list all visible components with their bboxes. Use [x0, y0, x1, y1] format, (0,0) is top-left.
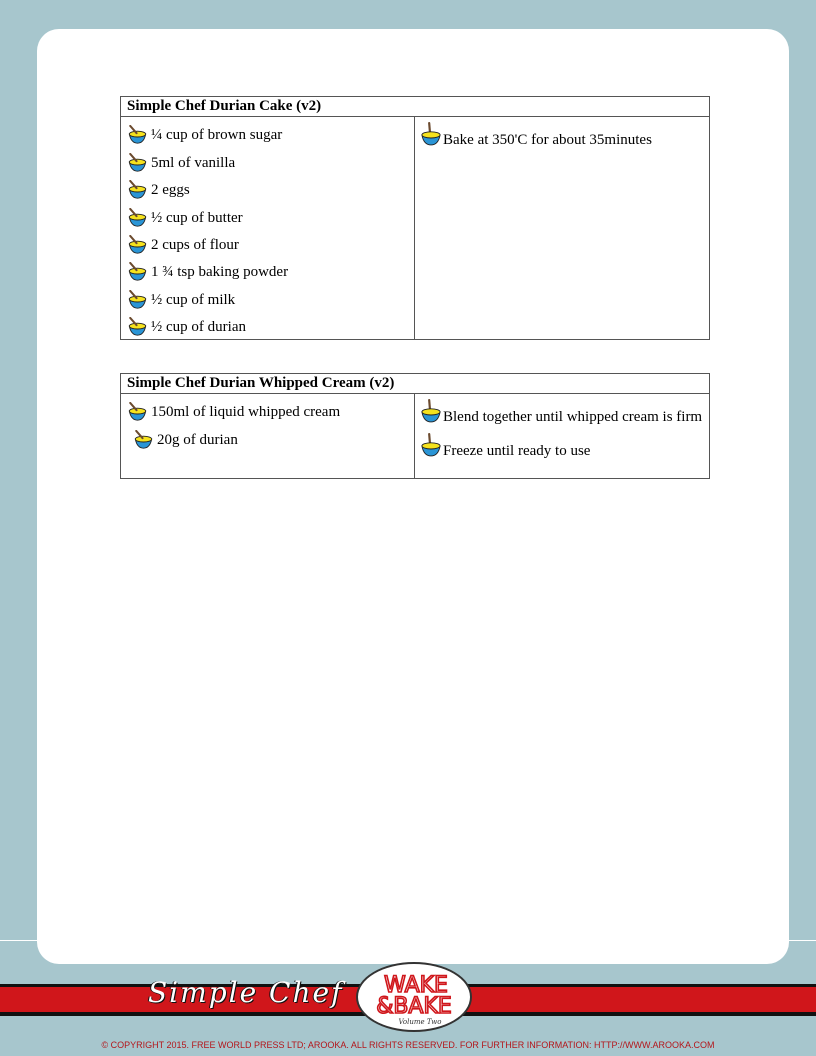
list-item — [127, 282, 408, 309]
list-item — [127, 145, 408, 172]
divider-line-left — [0, 940, 37, 941]
step-item — [421, 399, 703, 427]
ingredient-text: 1 ¾ tsp baking powder — [151, 264, 289, 281]
mixing-bowl-icon — [421, 122, 441, 146]
steps-cell — [415, 117, 710, 340]
ingredient-text: ¼ cup of brown sugar — [151, 127, 283, 144]
recipe-title: Simple Chef Durian Cake (v2) — [121, 97, 710, 117]
ingredient-text: ½ cup of milk — [151, 291, 236, 308]
mixing-bowl-icon — [127, 290, 148, 310]
step-text: Blend together until whipped cream is firm — [443, 409, 703, 425]
list-item — [127, 395, 408, 422]
mixing-bowl-icon — [127, 125, 148, 145]
ingredient-text: 5ml of vanilla — [151, 154, 236, 171]
divider-line-right — [789, 940, 816, 941]
mixing-bowl-icon — [133, 430, 154, 450]
mixing-bowl-icon — [421, 399, 441, 423]
step-item — [421, 433, 703, 461]
mixing-bowl-icon — [127, 235, 148, 255]
list-item — [127, 200, 408, 227]
ingredient-text: ½ cup of durian — [151, 319, 246, 336]
wake-and-bake-logo-art — [358, 964, 470, 1030]
copyright-notice: © COPYRIGHT 2015. FREE WORLD PRESS LTD; AROOKA. ALL RIGHTS RESERVED. FOR FURTHER INFORMATION: HTTP://WWW.AROOKA.COM — [101, 1040, 715, 1050]
recipe-title: Simple Chef Durian Whipped Cream (v2) — [121, 374, 710, 394]
steps-cell — [415, 394, 710, 479]
mixing-bowl-icon — [127, 402, 148, 422]
list-item — [127, 422, 408, 449]
mixing-bowl-icon — [127, 208, 148, 228]
step-item — [421, 122, 703, 150]
list-item — [127, 118, 408, 145]
list-item — [127, 173, 408, 200]
step-text: Freeze until ready to use — [443, 443, 591, 459]
ingredients-cell — [121, 394, 415, 479]
ingredient-text: 150ml of liquid whipped cream — [151, 404, 341, 421]
mixing-bowl-icon — [127, 317, 148, 337]
ingredient-text: ½ cup of butter — [151, 209, 243, 226]
recipe-table-durian-whipped-cream — [120, 373, 710, 479]
mixing-bowl-icon — [127, 262, 148, 282]
logo-line2: &BAKE — [376, 994, 452, 1019]
brand-logo-simple-chef: Simple Chef — [148, 976, 344, 1009]
recipe-table-durian-cake — [120, 96, 710, 340]
ingredient-text: 20g of durian — [157, 431, 238, 448]
mixing-bowl-icon — [127, 153, 148, 173]
ingredient-text: 2 eggs — [151, 182, 190, 199]
logo-subtitle: Volume Two — [398, 1018, 442, 1026]
list-item — [127, 228, 408, 255]
wake-and-bake-logo — [356, 962, 472, 1032]
ingredients-cell — [121, 117, 415, 340]
mixing-bowl-icon — [127, 180, 148, 200]
ingredient-text: 2 cups of flour — [151, 236, 239, 253]
mixing-bowl-icon — [421, 433, 441, 457]
list-item — [127, 310, 408, 337]
logo-line1: WAKE — [384, 973, 448, 998]
step-text: Bake at 350'C for about 35minutes — [443, 132, 652, 148]
list-item — [127, 255, 408, 282]
